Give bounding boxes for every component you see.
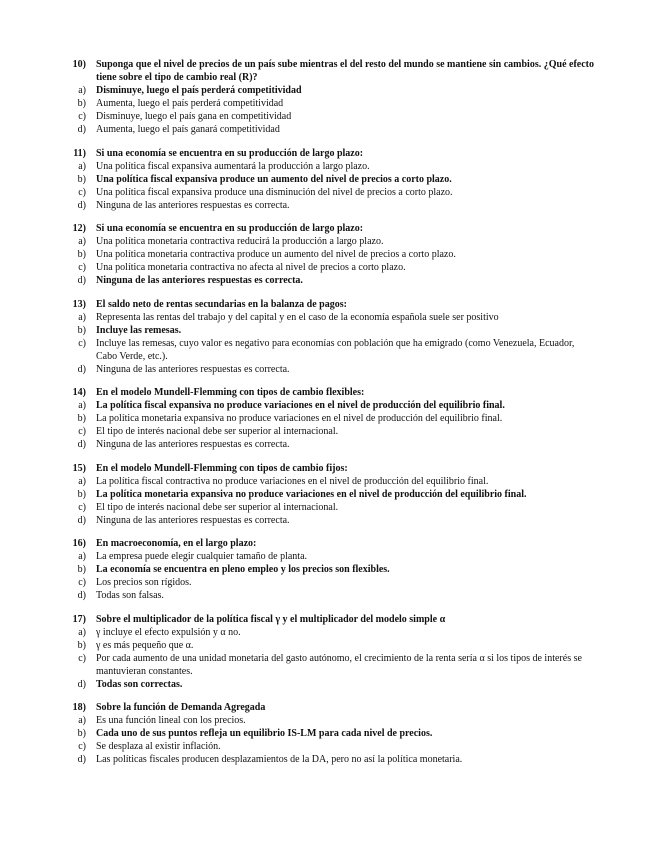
option-letter: c): [78, 337, 86, 349]
option-text: Se desplaza al existir inflación.: [96, 741, 221, 752]
option-letter: d): [77, 439, 86, 450]
option-text: Ninguna de las anteriores respuestas es correcta.: [96, 439, 290, 450]
question-block: [0, 58, 655, 136]
option-d: [0, 678, 655, 691]
option-text: Incluye las remesas.: [96, 324, 182, 336]
question-stem-row: [0, 613, 655, 626]
option-letter: a): [78, 85, 86, 96]
option-a: [0, 235, 655, 248]
option-text: El tipo de interés nacional debe ser superior al internacional.: [96, 501, 339, 513]
option-letter: c): [78, 111, 86, 122]
option-a: [0, 84, 655, 97]
option-text: Las políticas fiscales producen desplazamientos de la DA, pero no así la política monetaria.: [96, 754, 463, 765]
question-stem-row: [0, 462, 655, 475]
option-letter: a): [78, 551, 86, 562]
question-stem: Suponga que el nivel de precios de un país sube mientras el del resto del mundo se mantiene sin cambios. ¿Qué efecto tiene sobre el tipo de cambio real (R)?: [96, 59, 594, 83]
option-a: [0, 311, 655, 324]
question-stem: Sobre el multiplicador de la política fiscal γ y el multiplicador del modelo simple α: [96, 613, 446, 625]
option-letter: d): [77, 199, 86, 211]
option-text: Una política fiscal expansiva produce una disminución del nivel de precios a corto plazo.: [96, 186, 453, 198]
option-a: [0, 399, 655, 412]
question-number: 18): [72, 702, 86, 713]
option-letter: a): [78, 715, 86, 726]
option-text: La política monetaria expansiva no produce variaciones en el nivel de producción del equilibrio final.: [96, 488, 527, 500]
question-stem-row: [0, 222, 655, 235]
question-block: [0, 462, 655, 527]
option-letter: d): [77, 754, 86, 765]
option-d: [0, 199, 655, 212]
question-number: 15): [72, 462, 86, 474]
option-c: [0, 740, 655, 753]
option-letter: b): [77, 413, 86, 424]
question-block: [0, 537, 655, 602]
option-letter: c): [78, 186, 86, 198]
option-text: Una política monetaria contractiva no afecta al nivel de precios a corto plazo.: [96, 262, 406, 273]
option-letter: a): [78, 626, 86, 638]
option-letter: a): [78, 311, 86, 323]
question-number: 11): [73, 147, 86, 159]
question-block: [0, 386, 655, 451]
option-text: Los precios son rígidos.: [96, 577, 192, 588]
option-letter: b): [77, 564, 86, 575]
option-a: [0, 714, 655, 727]
option-text: Una política fiscal expansiva produce un aumento del nivel de precios a corto plazo.: [96, 173, 452, 185]
option-letter: a): [78, 475, 86, 487]
question-block: [0, 222, 655, 287]
question-number: 13): [72, 298, 86, 310]
option-letter: b): [77, 488, 86, 500]
question-stem: El saldo neto de rentas secundarias en la balanza de pagos:: [96, 298, 347, 310]
question-number: 17): [72, 613, 86, 625]
option-letter: b): [77, 249, 86, 260]
question-stem-row: [0, 386, 655, 399]
option-text: Ninguna de las anteriores respuestas es correcta.: [96, 514, 290, 526]
option-text: Una política monetaria contractiva produce un aumento del nivel de precios a corto plazo.: [96, 249, 456, 260]
option-letter: a): [78, 236, 86, 247]
option-letter: b): [77, 728, 86, 739]
option-letter: c): [78, 741, 86, 752]
option-text: Disminuye, luego el país perderá competitividad: [96, 85, 302, 96]
question-stem: En macroeconomía, en el largo plazo:: [96, 538, 257, 549]
option-c: [0, 652, 655, 678]
option-text: La empresa puede elegir cualquier tamaño de planta.: [96, 551, 308, 562]
option-text: Aumenta, luego el país ganará competitividad: [96, 124, 280, 135]
option-letter: a): [78, 160, 86, 172]
question-stem-row: [0, 701, 655, 714]
option-letter: b): [77, 173, 86, 185]
option-text: Disminuye, luego el país gana en competitividad: [96, 111, 292, 122]
option-letter: a): [78, 400, 86, 411]
option-c: [0, 110, 655, 123]
option-d: [0, 589, 655, 602]
option-c: [0, 501, 655, 514]
option-c: [0, 425, 655, 438]
option-text: γ es más pequeño que α.: [96, 639, 194, 651]
option-text: Todas son falsas.: [96, 590, 164, 601]
question-number: 14): [72, 387, 86, 398]
question-stem-row: [0, 537, 655, 550]
option-text: Una política monetaria contractiva reducirá la producción a largo plazo.: [96, 236, 384, 247]
option-text: Cada uno de sus puntos refleja un equilibrio IS-LM para cada nivel de precios.: [96, 728, 433, 739]
option-letter: b): [77, 324, 86, 336]
question-number: 10): [72, 59, 86, 70]
option-b: [0, 412, 655, 425]
option-letter: c): [78, 652, 86, 664]
option-b: [0, 639, 655, 652]
question-stem: En el modelo Mundell-Flemming con tipos de cambio flexibles:: [96, 387, 365, 398]
option-c: [0, 337, 655, 363]
option-text: Es una función lineal con los precios.: [96, 715, 246, 726]
option-text: Ninguna de las anteriores respuestas es correcta.: [96, 199, 290, 211]
question-number: 16): [72, 538, 86, 549]
question-number: 12): [72, 223, 86, 234]
option-c: [0, 576, 655, 589]
option-b: [0, 173, 655, 186]
option-b: [0, 324, 655, 337]
option-letter: c): [78, 426, 86, 437]
option-a: [0, 626, 655, 639]
option-d: [0, 363, 655, 376]
option-d: [0, 753, 655, 766]
option-text: Ninguna de las anteriores respuestas es correcta.: [96, 275, 303, 286]
option-c: [0, 186, 655, 199]
option-text: Una política fiscal expansiva aumentará la producción a largo plazo.: [96, 160, 370, 172]
option-d: [0, 274, 655, 287]
option-text: La política fiscal contractiva no produce variaciones en el nivel de producción del equilibrio final.: [96, 475, 489, 487]
option-text: Ninguna de las anteriores respuestas es correcta.: [96, 363, 290, 375]
option-letter: d): [77, 124, 86, 135]
option-d: [0, 438, 655, 451]
option-c: [0, 261, 655, 274]
option-b: [0, 97, 655, 110]
question-stem: Si una economía se encuentra en su producción de largo plazo:: [96, 147, 364, 159]
option-b: [0, 563, 655, 576]
option-letter: c): [78, 262, 86, 273]
option-letter: c): [78, 577, 86, 588]
option-text: Representa las rentas del trabajo y del capital y en el caso de la economía española suele ser positivo: [96, 311, 499, 323]
option-text: Por cada aumento de una unidad monetaria del gasto autónomo, el crecimiento de la renta sería α si los tipos de interés se mantuvieran constantes.: [96, 652, 582, 677]
option-text: La economía se encuentra en pleno empleo y los precios son flexibles.: [96, 564, 390, 575]
question-stem: Si una economía se encuentra en su producción de largo plazo:: [96, 223, 364, 234]
option-letter: d): [77, 514, 86, 526]
question-stem-row: [0, 147, 655, 160]
option-letter: b): [77, 98, 86, 109]
question-block: [0, 298, 655, 376]
option-a: [0, 160, 655, 173]
option-letter: d): [77, 275, 86, 286]
option-text: Todas son correctas.: [96, 678, 183, 690]
question-stem-row: [0, 298, 655, 311]
question-block: [0, 613, 655, 691]
option-text: Incluye las remesas, cuyo valor es negativo para economías con población que ha emigrado (como Venezuela, Ecuador, Cabo Verde, etc.).: [96, 337, 575, 362]
question-stem: Sobre la función de Demanda Agregada: [96, 702, 266, 713]
question-stem: En el modelo Mundell-Flemming con tipos de cambio fijos:: [96, 462, 348, 474]
question-block: [0, 147, 655, 212]
option-letter: c): [78, 501, 86, 513]
question-stem-row: [0, 58, 655, 84]
option-letter: b): [77, 639, 86, 651]
option-letter: d): [77, 590, 86, 601]
option-letter: d): [77, 678, 86, 690]
question-block: [0, 701, 655, 766]
option-d: [0, 514, 655, 527]
option-b: [0, 727, 655, 740]
option-text: El tipo de interés nacional debe ser superior al internacional.: [96, 426, 339, 437]
option-a: [0, 550, 655, 563]
option-a: [0, 475, 655, 488]
option-text: γ incluye el efecto expulsión y α no.: [96, 626, 241, 638]
option-text: Aumenta, luego el país perderá competitividad: [96, 98, 284, 109]
option-b: [0, 488, 655, 501]
option-text: La política monetaria expansiva no produce variaciones en el nivel de producción del equilibrio final.: [96, 413, 503, 424]
option-d: [0, 123, 655, 136]
option-b: [0, 248, 655, 261]
option-text: La política fiscal expansiva no produce variaciones en el nivel de producción del equilibrio final.: [96, 400, 505, 411]
option-letter: d): [77, 363, 86, 375]
